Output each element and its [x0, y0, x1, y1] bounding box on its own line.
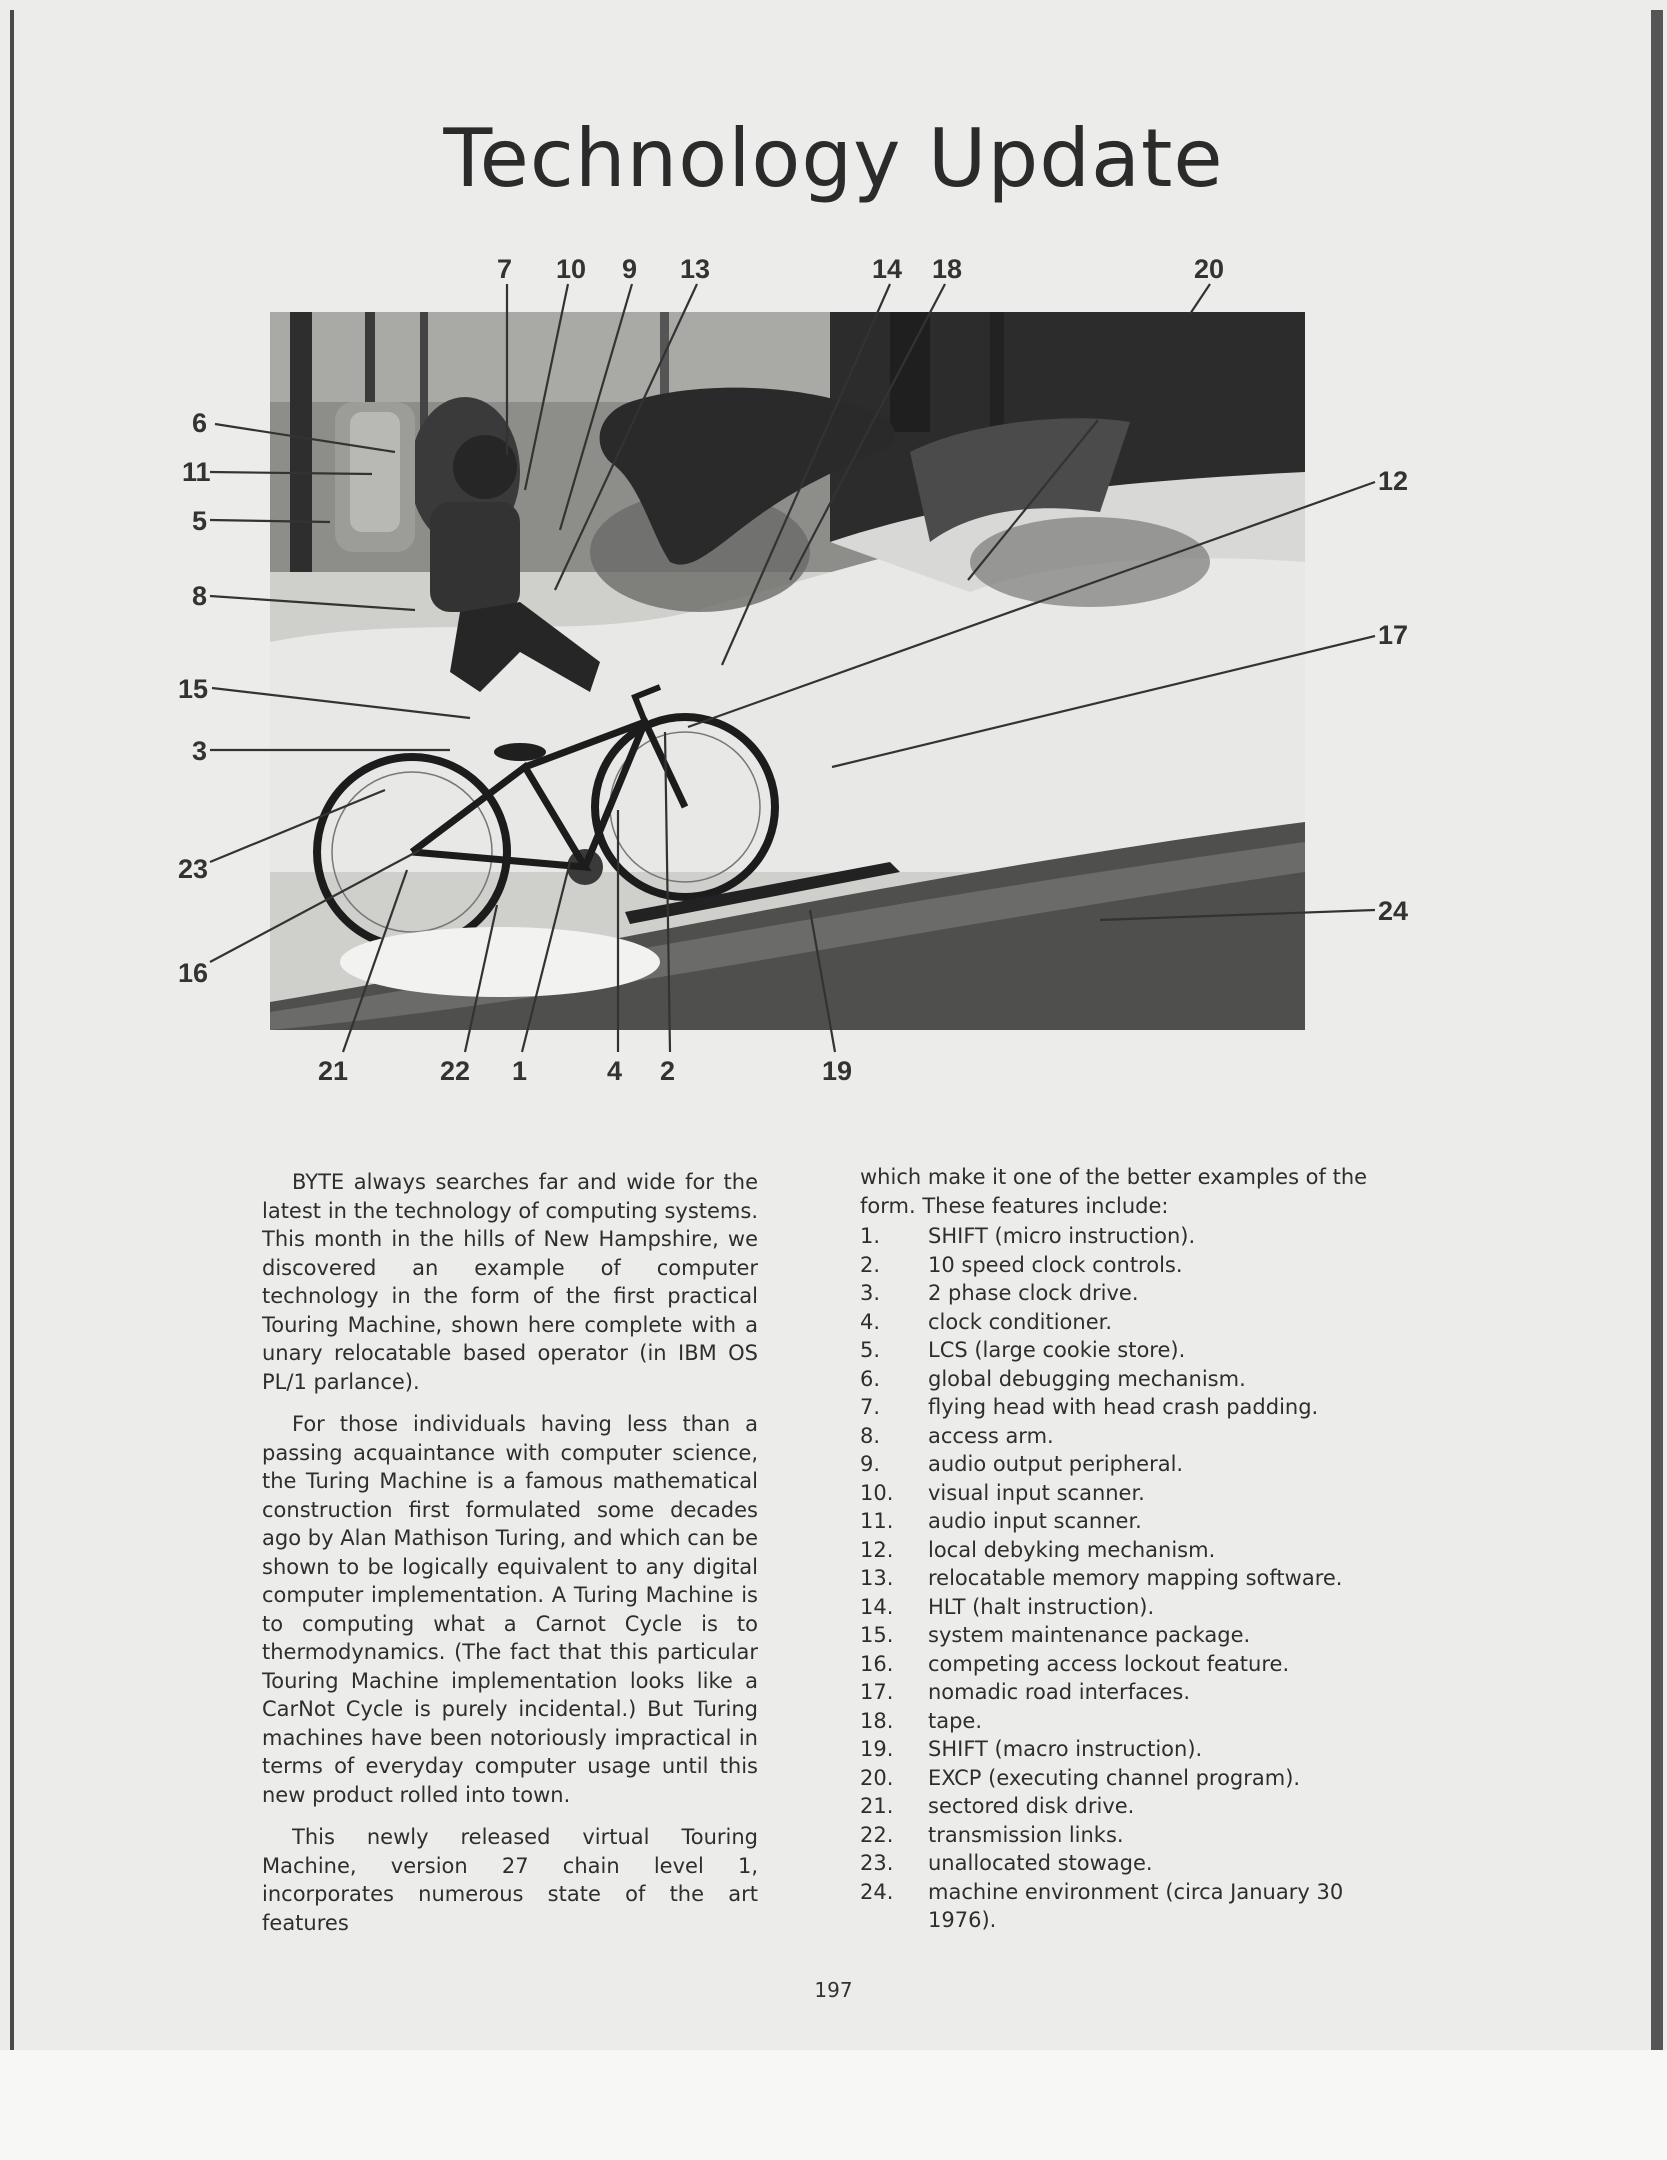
list-item: 7. flying head with head crash padding.: [860, 1395, 1319, 1419]
page-bottom-margin: [0, 2050, 1667, 2160]
callout-15: 15: [178, 674, 209, 704]
list-item: 11. audio input scanner.: [860, 1509, 1142, 1533]
list-item: 1. SHIFT (micro instruction).: [860, 1224, 1196, 1248]
article-left-column: [262, 1168, 758, 1951]
paragraph-turing: For those individuals having less than a passing acquaintance with computer science, the Turing Machine is a famous mathematical construction first formulated some decades ago by Alan Mathison Turing, and which can be shown to be logically equivalent to any digital computer implementation. A Turing Machine is to computing what a Carnot Cycle is to thermodynamics. (The fact that this particular Touring Machine implementation looks like a CarNot Cycle is purely incidental.) But Turing machines have been notoriously impractical in terms of everyday computer usage until this new product rolled into town.: [262, 1412, 758, 1807]
page-title: Technology Update: [443, 112, 1224, 205]
leader-8: [210, 596, 415, 610]
callout-22: 22: [440, 1056, 471, 1086]
leader-15: [212, 688, 470, 718]
leader-10: [525, 284, 568, 490]
callout-3: 3: [192, 736, 208, 766]
list-item: 14. HLT (halt instruction).: [860, 1594, 1155, 1619]
callout-13: 13: [680, 254, 711, 284]
callout-2: 2: [660, 1056, 676, 1086]
callout-11: 11: [182, 457, 211, 487]
callout-8: 8: [192, 581, 208, 611]
callout-6: 6: [192, 408, 208, 438]
leader-12: [688, 482, 1375, 727]
leader-23: [210, 790, 385, 862]
list-item: 21. sectored disk drive.: [860, 1794, 1135, 1818]
callout-21: 21: [318, 1056, 349, 1086]
leader-11: [210, 472, 372, 474]
callout-12: 12: [1378, 466, 1409, 496]
paragraph-intro: BYTE always searches far and wide for the latest in the technology of computing systems. This month in the hills of New Hampshire, we discovered an example of computer technology in the form of the first practical Touring Machine, shown here complete with a unary relocatable based operator (in IBM OS PL/1 parlance).: [262, 1170, 758, 1394]
leader-1: [522, 862, 570, 1052]
callout-20: 20: [1194, 254, 1225, 284]
leader-20-inner: [968, 420, 1098, 580]
leader-19: [810, 910, 835, 1052]
list-item: 19. SHIFT (macro instruction).: [860, 1737, 1203, 1761]
leader-16: [210, 850, 420, 962]
list-item: 13. relocatable memory mapping software.: [860, 1566, 1343, 1590]
callout-24: 24: [1378, 896, 1409, 926]
feature-list: [860, 1222, 1380, 1935]
list-item: 15. system maintenance package.: [860, 1623, 1251, 1647]
callout-10: 10: [556, 254, 587, 284]
leader-22: [465, 905, 497, 1052]
list-item: 20. EXCP (executing channel program).: [860, 1765, 1301, 1790]
list-item: 4. clock conditioner.: [860, 1309, 1113, 1334]
callout-5: 5: [192, 506, 208, 536]
leader-14: [722, 284, 890, 665]
callout-4: 4: [607, 1056, 623, 1086]
leader-17: [832, 636, 1375, 767]
list-item: 18. tape.: [860, 1708, 983, 1733]
callout-16: 16: [178, 958, 209, 988]
list-item: 10. visual input scanner.: [860, 1480, 1145, 1505]
list-item: 24. machine environment (circa January 30 1976).: [860, 1879, 1344, 1932]
paragraph-features-start: This newly released virtual Touring Machine, version 27 chain level 1, incorporates numerous state of the art features: [262, 1825, 758, 1935]
leader-18: [790, 284, 945, 580]
list-item: 8. access arm.: [860, 1423, 1054, 1448]
callout-7: 7: [497, 254, 513, 284]
callout-14: 14: [872, 254, 903, 284]
list-item: 5. LCS (large cookie store).: [860, 1338, 1186, 1362]
leader-13: [555, 284, 697, 590]
leader-21: [343, 870, 407, 1052]
callout-9: 9: [622, 254, 638, 284]
list-item: 16. competing access lockout feature.: [860, 1651, 1290, 1676]
list-item: 9. audio output peripheral.: [860, 1452, 1184, 1476]
callout-19: 19: [822, 1056, 853, 1086]
list-item: 6. global debugging mechanism.: [860, 1366, 1246, 1391]
leader-2: [665, 732, 670, 1052]
leader-6: [215, 424, 395, 452]
list-item: 12. local debyking mechanism.: [860, 1537, 1216, 1562]
page-number: 197: [814, 1978, 853, 2002]
callout-17: 17: [1378, 620, 1409, 650]
list-item: 3. 2 phase clock drive.: [860, 1281, 1139, 1305]
callout-18: 18: [932, 254, 963, 284]
article-right-column: [860, 1163, 1380, 1935]
list-item: 17. nomadic road interfaces.: [860, 1680, 1191, 1704]
leader-9: [560, 284, 632, 530]
leader-20: [1190, 284, 1210, 314]
list-item: 22. transmission links.: [860, 1822, 1124, 1847]
list-item: 23. unallocated stowage.: [860, 1851, 1153, 1875]
callout-23: 23: [178, 854, 209, 884]
list-item: 2. 10 speed clock controls.: [860, 1252, 1183, 1277]
leader-5: [210, 520, 330, 522]
callout-1: 1: [512, 1056, 528, 1086]
features-intro: which make it one of the better examples of the form. These features include:: [860, 1165, 1368, 1218]
leader-24: [1100, 910, 1375, 920]
